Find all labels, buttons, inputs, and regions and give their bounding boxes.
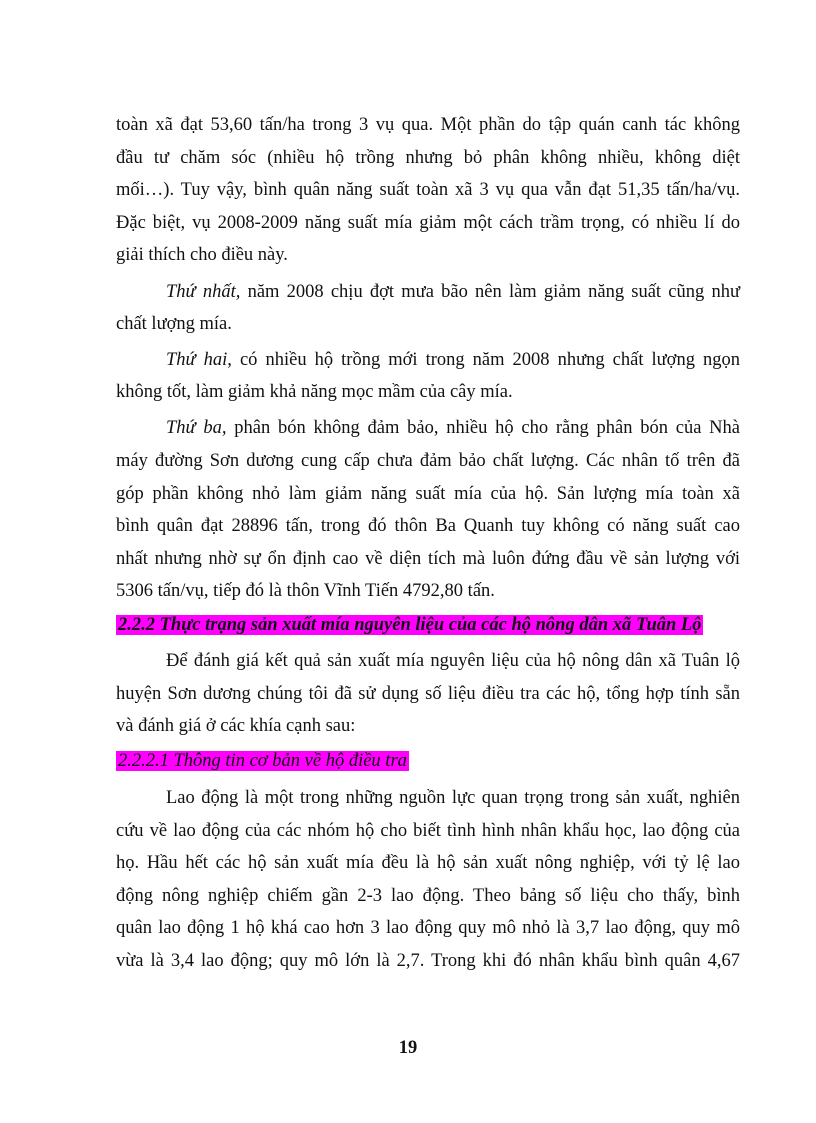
text-line: họ. Hầu hết các hộ sản xuất mía đều là hộ sản xuất nông nghiệp, với tỷ lệ lao (116, 853, 740, 873)
subsection-heading (116, 750, 740, 772)
text-line: giải thích cho điều này. (116, 245, 288, 265)
reason-first-lead: Thứ nhất, (166, 282, 241, 302)
reason-second-line (166, 349, 740, 371)
section-heading (116, 614, 740, 636)
reason-second-text: có nhiều hộ trồng mới trong năm 2008 nhưng chất lượng ngọn (231, 350, 740, 370)
text-line: Lao động là một trong những nguồn lực quan trọng trong sản xuất, nghiên (166, 788, 740, 808)
text-line: đầu tư chăm sóc (nhiều hộ trồng nhưng bỏ phân không nhiều, không diệt (116, 148, 740, 168)
reason-first-text: năm 2008 chịu đợt mưa bão nên làm giảm năng suất cũng như (240, 282, 740, 302)
section-heading-text: 2.2.2 Thực trạng sản xuất mía nguyên liệu của các hộ nông dân xã Tuân Lộ (118, 615, 702, 635)
text-line: nhất nhưng nhờ sự ổn định cao về diện tích mà luôn đứng đầu về sản lượng với (116, 549, 740, 569)
text-line: mối…). Tuy vậy, bình quân năng suất toàn xã 3 vụ qua vẫn đạt 51,35 tấn/ha/vụ. (116, 180, 740, 200)
text-line: máy đường Sơn dương cung cấp chưa đảm bảo chất lượng. Các nhân tố trên đã (116, 451, 740, 471)
text-line: góp phần không nhỏ làm giảm năng suất mía của hộ. Sản lượng mía toàn xã (116, 484, 740, 504)
reason-third-lead: Thứ ba, (166, 418, 227, 438)
text-line: Để đánh giá kết quả sản xuất mía nguyên liệu của hộ nông dân xã Tuân lộ (166, 651, 740, 671)
subsection-heading-text: 2.2.2.1 Thông tin cơ bản về hộ điều tra (118, 751, 407, 771)
text-line: và đánh giá ở các khía cạnh sau: (116, 716, 356, 736)
text-line: động nông nghiệp chiếm gần 2-3 lao động. Theo bảng số liệu cho thấy, bình (116, 886, 740, 906)
text-line: quân lao động 1 hộ khá cao hơn 3 lao động quy mô nhỏ là 3,7 lao động, quy mô (116, 918, 740, 938)
text-line: vừa là 3,4 lao động; quy mô lớn là 2,7. Trong khi đó nhân khẩu bình quân 4,67 (116, 951, 740, 971)
text-line: chất lượng mía. (116, 314, 232, 334)
text-line: cứu về lao động của các nhóm hộ cho biết tình hình nhân khẩu học, lao động của (116, 821, 740, 841)
reason-third-line (166, 417, 740, 439)
reason-first-line (166, 281, 740, 303)
reason-third-text: phân bón không đảm bảo, nhiều hộ cho rằng phân bón của Nhà (226, 418, 740, 438)
text-line: 5306 tấn/vụ, tiếp đó là thôn Vĩnh Tiến 4792,80 tấn. (116, 581, 495, 601)
text-line: toàn xã đạt 53,60 tấn/ha trong 3 vụ qua. Một phần do tập quán canh tác không (116, 115, 740, 135)
text-line: không tốt, làm giảm khả năng mọc mầm của cây mía. (116, 382, 513, 402)
reason-second-lead: Thứ hai, (166, 350, 232, 370)
text-line: bình quân đạt 28896 tấn, trong đó thôn Ba Quanh tuy không có năng suất cao (116, 516, 740, 536)
page-number: 19 (398, 1038, 418, 1058)
text-line: Đặc biệt, vụ 2008-2009 năng suất mía giảm một cách trầm trọng, có nhiều lí do (116, 213, 740, 233)
text-line: huyện Sơn dương chúng tôi đã sử dụng số liệu điều tra các hộ, tổng hợp tính sẵn (116, 684, 740, 704)
